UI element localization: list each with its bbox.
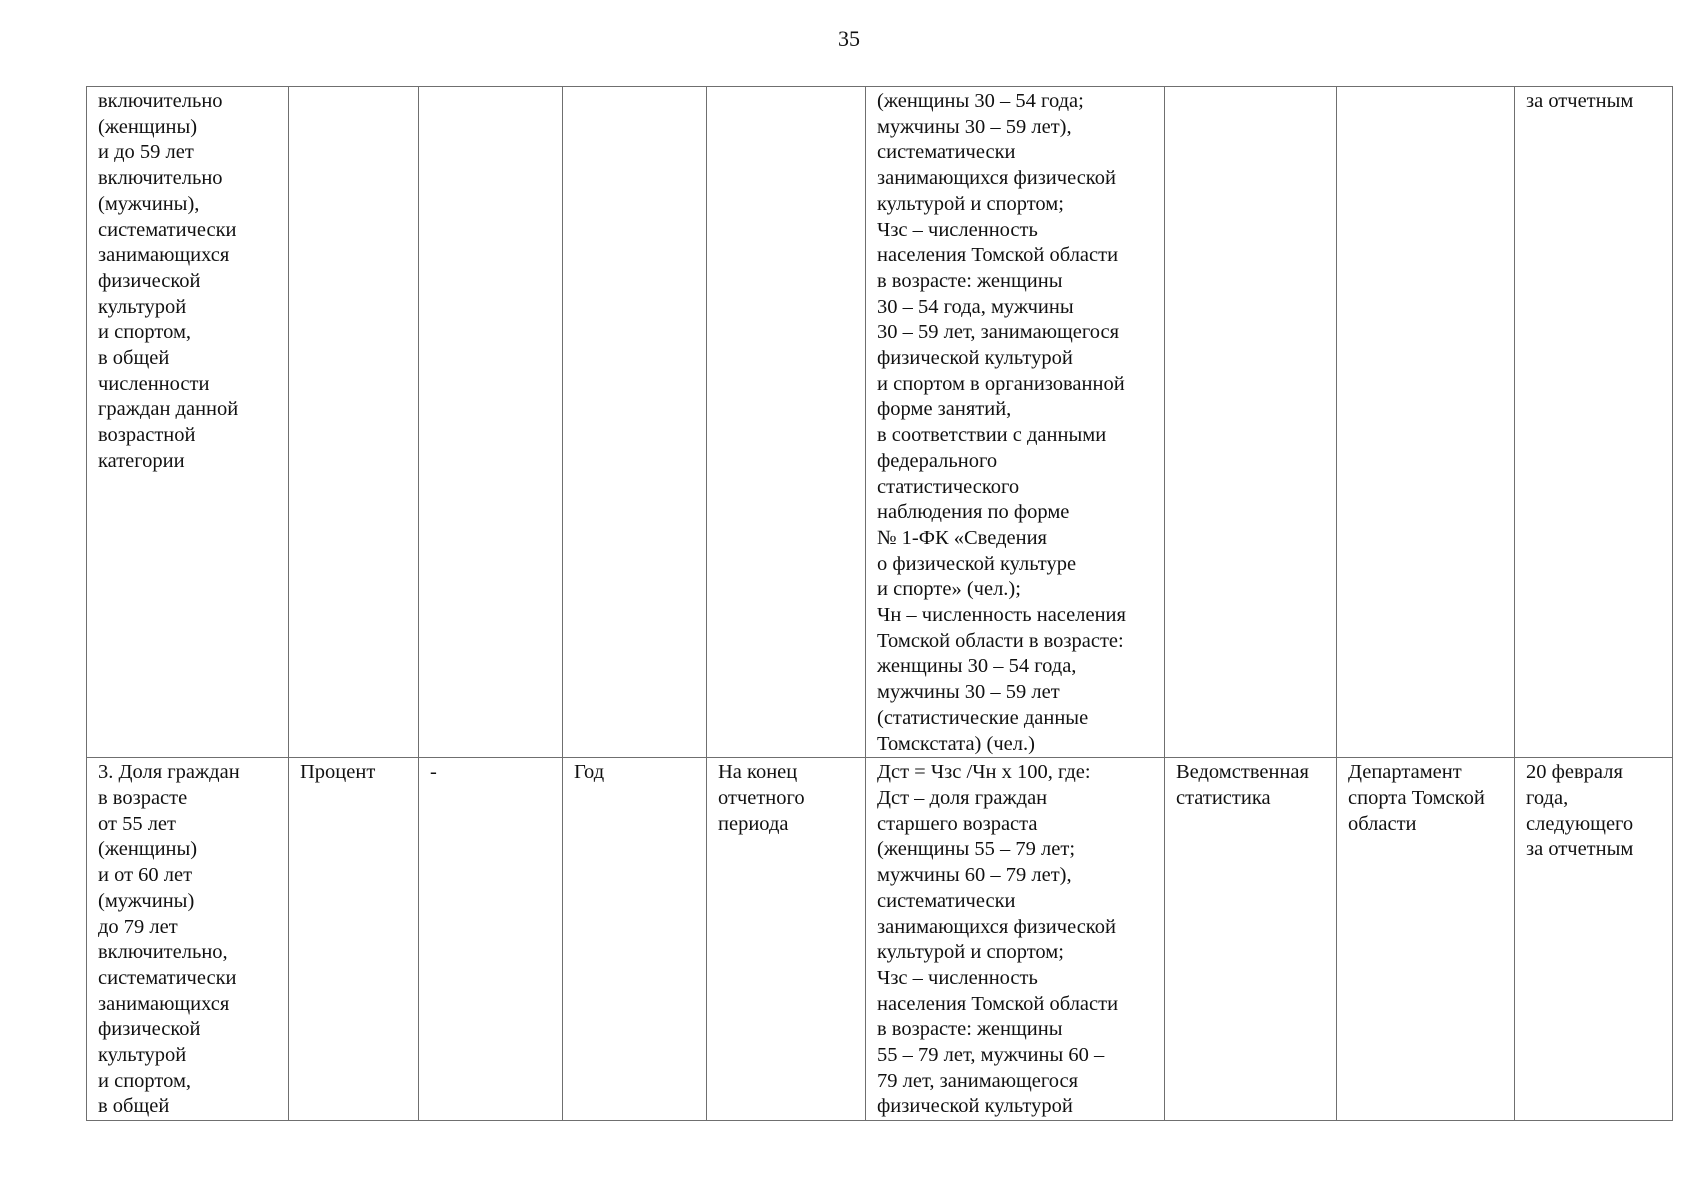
- deadline-cell: 20 февраля года, следующего за отчетным: [1515, 758, 1673, 1121]
- unit-cell: Процент: [289, 758, 419, 1121]
- responsible-cell: [1337, 87, 1515, 758]
- page-number: 35: [838, 26, 860, 51]
- time-characteristic-cell: [707, 87, 866, 758]
- table-row: [87, 87, 1673, 758]
- periodicity-cell: [563, 87, 707, 758]
- table-row: [87, 758, 1673, 1121]
- data-source-cell: Ведомственная статистика: [1165, 758, 1337, 1121]
- indicator-table: [86, 86, 1673, 1121]
- time-characteristic-cell: На конец отчетного периода: [707, 758, 866, 1121]
- direction-cell: [419, 87, 563, 758]
- data-source-cell: [1165, 87, 1337, 758]
- deadline-cell: за отчетным: [1515, 87, 1673, 758]
- calculation-method-cell: Дст = Чзс /Чн х 100, где: Дст – доля граждан старшего возраста (женщины 55 – 79 лет; мужчины 60 – 79 лет), систематически занимающихся физической культурой и спортом; Чзс – численность населения Томской области в возрасте: женщины 55 – 79 лет, мужчины 60 – 79 лет, занимающегося физической культурой: [866, 758, 1165, 1121]
- unit-cell: [289, 87, 419, 758]
- direction-cell: -: [419, 758, 563, 1121]
- periodicity-cell: Год: [563, 758, 707, 1121]
- indicator-name-cell: включительно (женщины) и до 59 лет включительно (мужчины), систематически занимающихся физической культурой и спортом, в общей численности граждан данной возрастной категории: [87, 87, 289, 758]
- responsible-cell: Департамент спорта Томской области: [1337, 758, 1515, 1121]
- calculation-method-cell: (женщины 30 – 54 года; мужчины 30 – 59 лет), систематически занимающихся физической культурой и спортом; Чзс – численность населения Томской области в возрасте: женщины 30 – 54 года, мужчины 30 – 59 лет, занимающегося физической культурой и спортом в организованной форме занятий, в соответствии с данными федерального статистического наблюдения по форме № 1-ФК «Сведения о физической культуре и спорте» (чел.); Чн – численность населения Томской области в возрасте: женщины 30 – 54 года, мужчины 30 – 59 лет (статистические данные Томскстата) (чел.): [866, 87, 1165, 758]
- indicator-name-cell: 3. Доля граждан в возрасте от 55 лет (женщины) и от 60 лет (мужчины) до 79 лет включительно, систематически занимающихся физической культурой и спортом, в общей: [87, 758, 289, 1121]
